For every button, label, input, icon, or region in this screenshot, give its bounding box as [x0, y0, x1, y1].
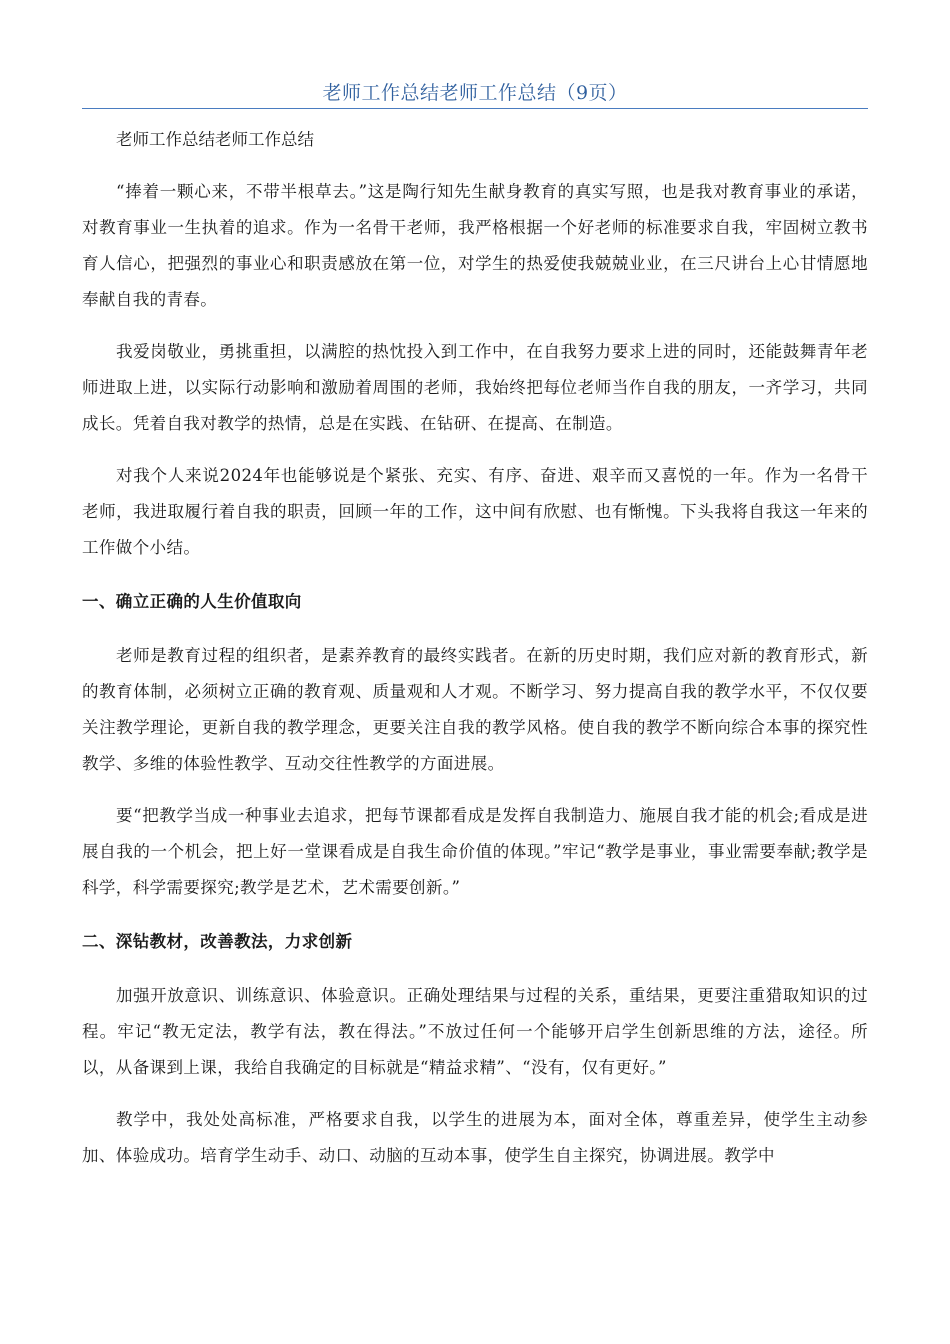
page-header-title: 老师工作总结老师工作总结（9页）: [322, 82, 628, 104]
section1-paragraph-2: 要“把教学当成一种事业去追求，把每节课都看成是发挥自我制造力、施展自我才能的机会;看成是进展自我的一个机会，把上好一堂课看成是自我生命价值的体现。”牢记“教学是事业，事业需要奉献;教学是科学，科学需要探究;教学是艺术，艺术需要创新。”: [82, 806, 868, 897]
intro-paragraph-3: 对我个人来说2024年也能够说是个紧张、充实、有序、奋进、艰辛而又喜悦的一年。作为一名骨干老师，我进取履行着自我的职责，回顾一年的工作，这中间有欣慰、也有惭愧。下头我将自我这一年来的工作做个小结。: [82, 466, 868, 557]
document-subtitle: 老师工作总结老师工作总结: [116, 130, 314, 149]
intro-paragraph-1: “捧着一颗心来，不带半根草去。”这是陶行知先生献身教育的真实写照，也是我对教育事业的承诺，对教育事业一生执着的追求。作为一名骨干老师，我严格根据一个好老师的标准要求自我，牢固树立教书育人信心，把强烈的事业心和职责感放在第一位，对学生的热爱使我兢兢业业，在三尺讲台上心甘情愿地奉献自我的青春。: [82, 182, 868, 309]
header-divider: [82, 108, 868, 109]
section-heading-1: 一、确立正确的人生价值取向: [82, 592, 302, 611]
section1-paragraph-1: 老师是教育过程的组织者，是素养教育的最终实践者。在新的历史时期，我们应对新的教育形式，新的教育体制，必须树立正确的教育观、质量观和人才观。不断学习、努力提高自我的教学水平，不仅仅要关注教学理论，更新自我的教学理念，更要关注自我的教学风格。使自我的教学不断向综合本事的探究性教学、多维的体验性教学、互动交往性教学的方面进展。: [82, 646, 868, 773]
section-heading-2: 二、深钻教材，改善教法，力求创新: [82, 932, 353, 951]
section2-paragraph-1: 加强开放意识、训练意识、体验意识。正确处理结果与过程的关系，重结果，更要注重猎取知识的过程。牢记“教无定法，教学有法，教在得法。”不放过任何一个能够开启学生创新思维的方法，途径。所以，从备课到上课，我给自我确定的目标就是“精益求精”、“没有，仅有更好。”: [82, 986, 868, 1077]
section2-paragraph-2: 教学中，我处处高标准，严格要求自我，以学生的进展为本，面对全体，尊重差异，使学生主动参加、体验成功。培育学生动手、动口、动脑的互动本事，使学生自主探究，协调进展。教学中: [82, 1110, 868, 1165]
intro-paragraph-2: 我爱岗敬业，勇挑重担，以满腔的热忱投入到工作中，在自我努力要求上进的同时，还能鼓舞青年老师进取上进，以实际行动影响和激励着周围的老师，我始终把每位老师当作自我的朋友，一齐学习，共同成长。凭着自我对教学的热情，总是在实践、在钻研、在提高、在制造。: [82, 342, 868, 433]
document-body: [82, 122, 868, 1174]
